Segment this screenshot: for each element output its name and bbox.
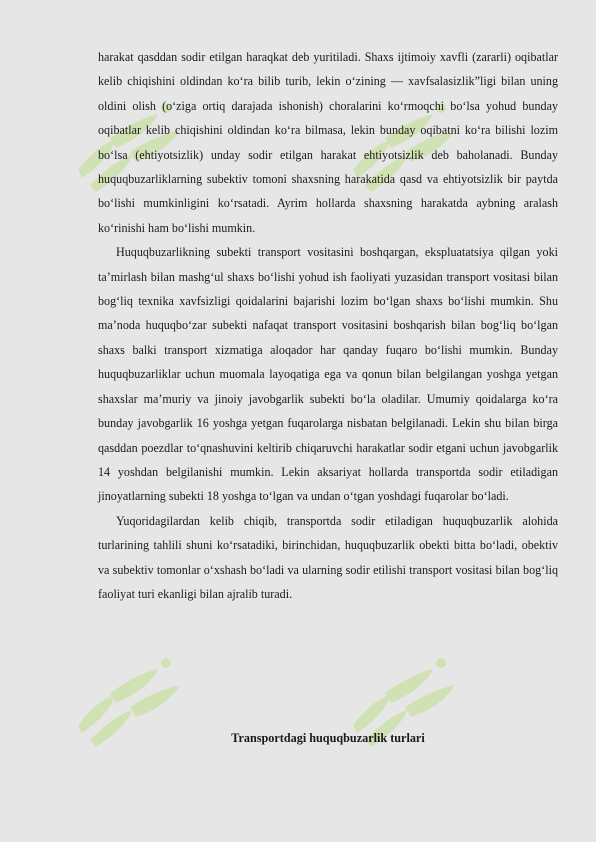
body-text: [98, 45, 558, 606]
section-heading: Transportdagi huquqbuzarlik turlari: [231, 731, 425, 745]
paragraph-1: harakat qasddan sodir etilgan haraqkat deb yuritiladi. Shaxs ijtimoiy xavfli (zararli) oqibatlar kelib chiqishini oldindan ko‘ra bilib turib, lekin o‘zining — xavfsalasizlik”ligi bilan uning oldini olish (o‘ziga ortiq darajada ishonish) choralarini ko‘rmoqchi bo‘lsa yohud bunday oqibatlar kelib chiqishini oldindan ko‘ra bilmasa, lekin bunday oqibatni ko‘ra bilishi lozim bo‘lsa (ehtiyotsizlik) unday sodir etilgan harakat ehtiyotsizlik deb baholanadi. Bunday huquqbuzarliklarning subektiv tomoni shaxsning harakatida qasd va ehtiyotsizlik bir paytda bo‘lishi mumkinligini ko‘rsatadi. Ayrim hollarda shaxsning harakatda aybning aralash ko‘rinishi ham bo‘lishi mumkin.: [98, 50, 558, 235]
paragraph-2: Huquqbuzarlikning subekti transport vositasini boshqargan, ekspluatatsiya qilgan yoki ta’mirlash bilan mashg‘ul shaxs bo‘lishi yohud ish faoliyati yuzasidan transport vositasi bilan bog‘liq texnika xavfsizligi qoidalarini bajarishi lozim bo‘lgan shaxs bo‘lishi mumkin. Shu ma’noda huquqbo‘zar subekti nafaqat transport vositasini boshqarish bilan bog‘liq bo‘lgan shaxs balki transport xizmatiga aloqador har qanday fuqaro bo‘lishi mumkin. Bunday huquqbuzarliklar uchun muomala layoqatiga ega va qonun bilan belgilangan yoshga yetgan shaxslar ma’muriy va jinoiy javobgarlik subekti bo‘la oladilar. Umumiy qoidalarga ko‘ra bunday javobgarlik 16 yoshga yetgan fuqarolarga nisbatan belgilanadi. Lekin shu bilan birga qasddan poezdlar to‘qnashuvini keltirib chiqaruvchi harakatlar sodir etgani uchun javobgarlik 14 yoshdan belgilanishi mumkin. Lekin aksariyat hollarda transportda sodir etiladigan jinoyatlarning subekti 18 yoshga to‘lgan va undan o‘tgan yoshdagi fuqarolar bo‘ladi.: [98, 245, 558, 504]
paragraph-3: Yuqoridagilardan kelib chiqib, transportda sodir etiladigan huquqbuzarlik alohida turlarining tahlili shuni ko‘rsatadiki, birinchidan, huquqbuzarlik obekti bitta bo‘ladi, obektiv va subektiv tomonlar o‘xshash bo‘ladi va ularning sodir etilishi transport vositasi bilan bog‘liq faoliyat turi ekanligi bilan ajralib turadi.: [98, 513, 558, 601]
